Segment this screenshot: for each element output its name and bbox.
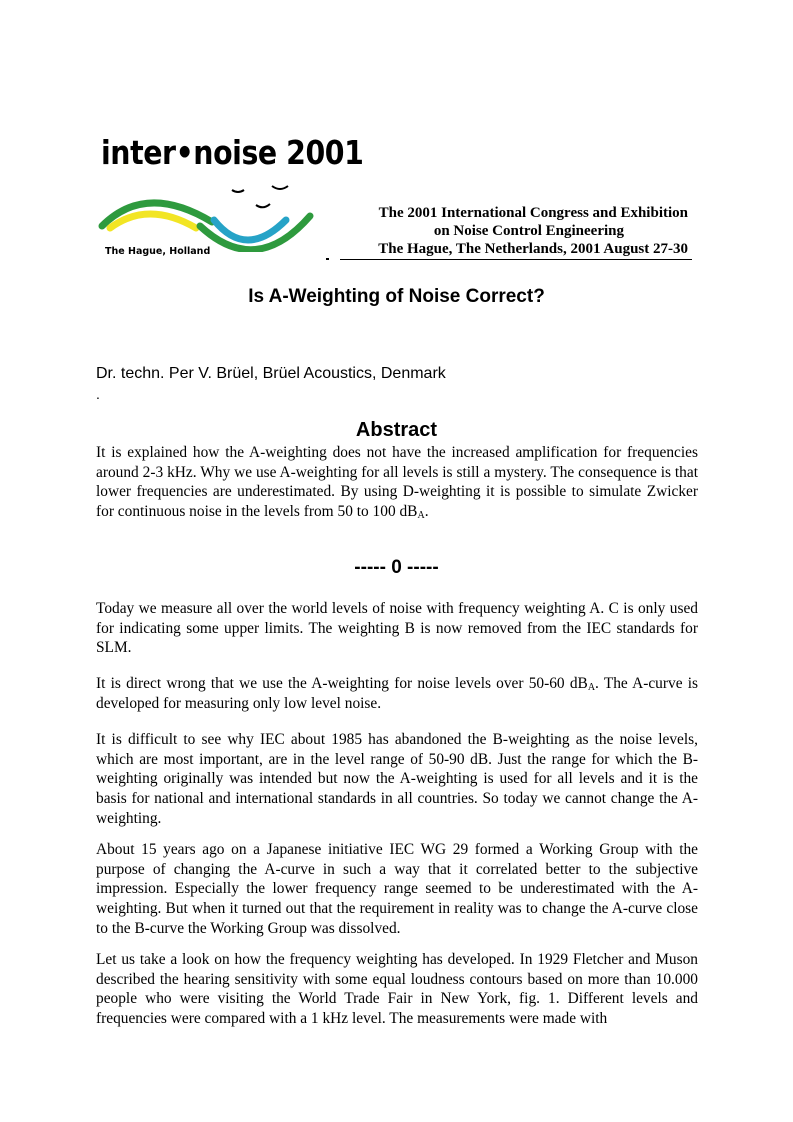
conference-header-line: The Hague, The Netherlands, 2001 August 27-30 [378, 241, 688, 257]
seagull-mark [232, 190, 244, 192]
stray-dot: . [96, 386, 100, 402]
logo-location: The Hague, Holland [105, 246, 211, 257]
conference-header [330, 204, 688, 258]
body-paragraph: It is difficult to see why IEC about 1985 has abandoned the B-weighting as the noise levels, which are most important, are in the level range of 50-90 dB. Just the range for which the B-weighting originally was intended but now the A-weighting is used for all levels and it is the basis for national and international standards in all countries. So today we cannot change the A-weighting. [96, 731, 698, 827]
abstract-paragraph: It is explained how the A-weighting does not have the increased amplification for frequencies around 2-3 kHz. Why we use A-weighting for all levels is still a mystery. The consequence is that lower frequencies are underestimated. By using D-weighting it is possible to simulate Zwicker for continuous noise in the levels from 50 to 100 $dB_A$. [96, 444, 698, 522]
body-paragraph: Let us take a look on how the frequency weighting has developed. In 1929 Fletcher and Muson described the hearing sensitivity with some equal loudness contours based on more than 10.000 people who were visiting the World Trade Fair in New York, fig. 1. Different levels and frequencies were compared with a 1 kHz level. The measurements were made with [96, 951, 698, 1028]
blue-wave-arc [214, 220, 286, 240]
section-divider: ----- 0 ----- [354, 557, 439, 578]
author-line: Dr. techn. Per V. Brüel, Brüel Acoustics, Denmark [96, 365, 446, 382]
header-rule [340, 259, 692, 260]
body-paragraph: It is direct wrong that we use the A-weighting for noise levels over 50-60 $dB_A$. The A-curve is developed for measuring only low level noise. [96, 675, 699, 712]
header-rule-tick [326, 258, 329, 260]
paper-title: Is A-Weighting of Noise Correct? [248, 286, 545, 307]
conference-logo-waves [96, 180, 328, 252]
body-paragraph: About 15 years ago on a Japanese initiative IEC WG 29 formed a Working Group with the purpose of changing the A-curve in such a way that it correlated better to the subjective impression. Especially the lower frequency range seemed to be underestimated with the A-weighting. But when it turned out that the requirement in reality was to change the A-curve close to the B-curve the Working Group was dissolved. [96, 841, 698, 937]
abstract-heading: Abstract [355, 419, 438, 441]
yellow-wave-arc [110, 214, 196, 228]
conference-header-line: on Noise Control Engineering [433, 223, 624, 239]
conference-logo-wordmark: inter•noise 2001 [101, 133, 364, 172]
seagull-mark [256, 204, 270, 207]
body-paragraph: Today we measure all over the world levels of noise with frequency weighting A. C is only used for indicating some upper limits. The weighting B is now removed from the IEC standards for SLM. [96, 600, 698, 657]
seagull-mark [272, 186, 288, 189]
conference-header-line: The 2001 International Congress and Exhibition [378, 205, 688, 221]
